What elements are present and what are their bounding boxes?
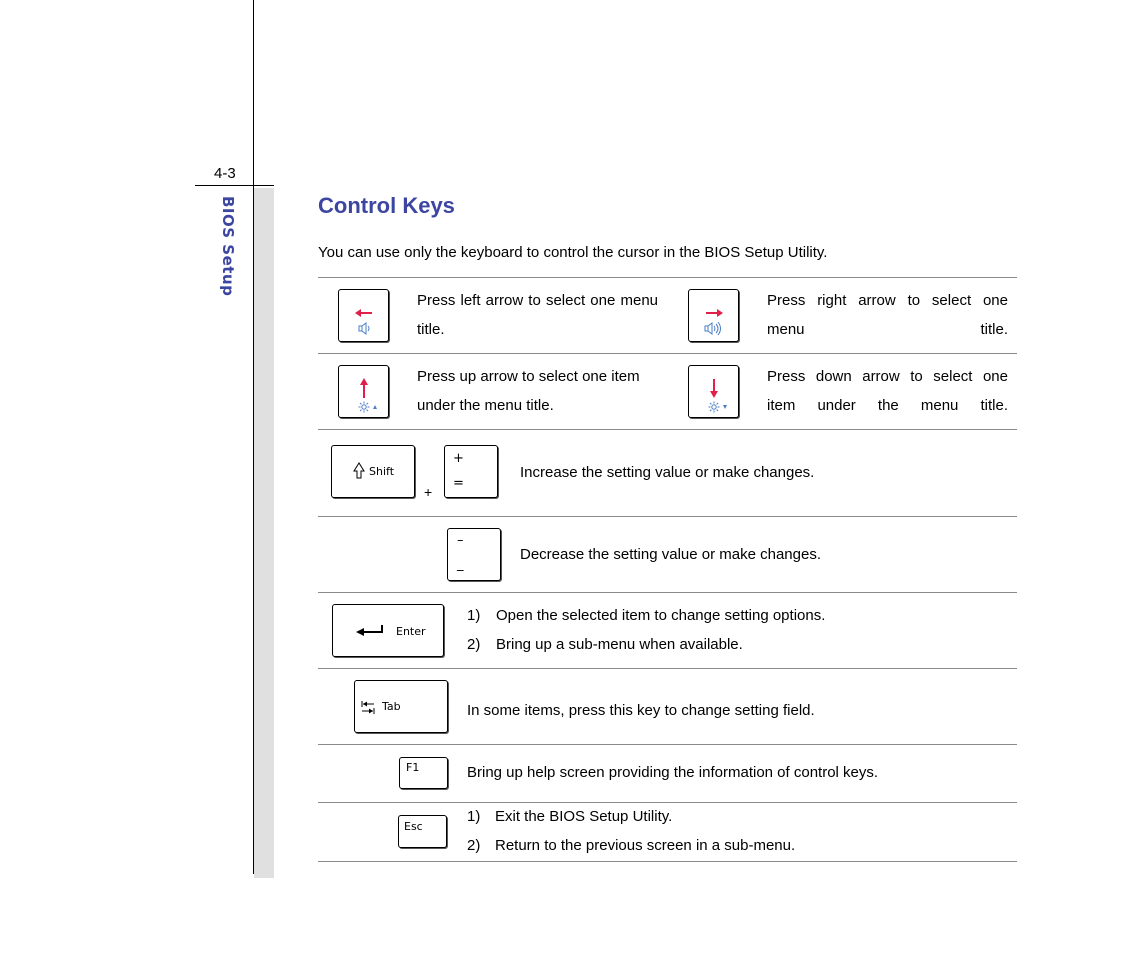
intro-text: You can use only the keyboard to control the cursor in the BIOS Setup Utility. <box>318 244 828 261</box>
enter-item-2-text: Bring up a sub-menu when available. <box>496 636 743 653</box>
section-title: BIOS Setup <box>219 196 237 297</box>
esc-item-1-text: Exit the BIOS Setup Utility. <box>495 808 673 825</box>
esc-item-2-text: Return to the previous screen in a sub-menu. <box>495 837 796 854</box>
right-arrow-key <box>688 289 739 342</box>
esc-item-2-num: 2) <box>467 837 481 854</box>
page-title: Control Keys <box>318 193 455 218</box>
tab-key-label: Tab <box>382 700 401 713</box>
minus-key-top: – <box>457 533 464 548</box>
enter-item-1 <box>467 601 825 630</box>
section-strip <box>254 188 274 878</box>
table-rule <box>318 744 1017 745</box>
enter-key <box>332 604 444 657</box>
esc-item-2 <box>467 831 795 860</box>
esc-item-1-num: 1) <box>467 808 481 825</box>
left-arrow-key <box>338 289 389 342</box>
volume-down-icon <box>339 290 390 343</box>
equals-key <box>444 445 498 498</box>
down-arrow-key <box>688 365 739 418</box>
minus-key <box>447 528 501 581</box>
page-number: 4-3 <box>214 165 236 182</box>
f1-key <box>399 757 448 789</box>
equals-key-top: + <box>453 451 464 466</box>
enter-item-2 <box>467 630 743 659</box>
table-rule <box>318 861 1017 862</box>
page-number-rule <box>195 185 274 186</box>
up-arrow-desc: Press up arrow to select one item under the menu title. <box>417 368 640 414</box>
enter-item-1-num: 1) <box>467 607 481 624</box>
table-rule <box>318 353 1017 354</box>
plus-sign: + <box>424 484 433 500</box>
shift-key <box>331 445 415 498</box>
enter-key-label: Enter <box>396 625 426 638</box>
f1-key-label: F1 <box>406 761 420 774</box>
right-arrow-desc: Press right arrow to select one menu title. <box>767 292 1008 338</box>
esc-key <box>398 815 447 848</box>
table-rule <box>318 592 1017 593</box>
enter-item-2-num: 2) <box>467 636 481 653</box>
f1-desc: Bring up help screen providing the information of control keys. <box>467 764 879 781</box>
table-rule <box>318 277 1017 278</box>
tab-desc: In some items, press this key to change setting field. <box>467 702 815 719</box>
minus-desc: Decrease the setting value or make changes. <box>520 546 822 563</box>
enter-item-1-text: Open the selected item to change setting options. <box>496 607 826 624</box>
up-arrow-key <box>338 365 389 418</box>
esc-key-label: Esc <box>404 820 423 833</box>
table-rule <box>318 516 1017 517</box>
table-rule <box>318 668 1017 669</box>
volume-up-icon <box>689 290 740 343</box>
tab-icon <box>355 681 449 734</box>
table-rule <box>318 429 1017 430</box>
tab-key <box>354 680 448 733</box>
shift-key-label: Shift <box>369 465 395 478</box>
minus-key-bottom: _ <box>457 557 464 572</box>
esc-item-1 <box>467 802 672 831</box>
brightness-down-icon <box>689 366 740 419</box>
shift-plus-desc: Increase the setting value or make changes. <box>520 464 815 481</box>
equals-key-bottom: = <box>453 476 464 491</box>
down-arrow-desc: Press down arrow to select one item under the menu title. <box>767 368 1008 414</box>
left-arrow-desc: Press left arrow to select one menu title. <box>417 292 658 338</box>
brightness-up-icon <box>339 366 390 419</box>
enter-arrow-icon <box>333 605 445 658</box>
